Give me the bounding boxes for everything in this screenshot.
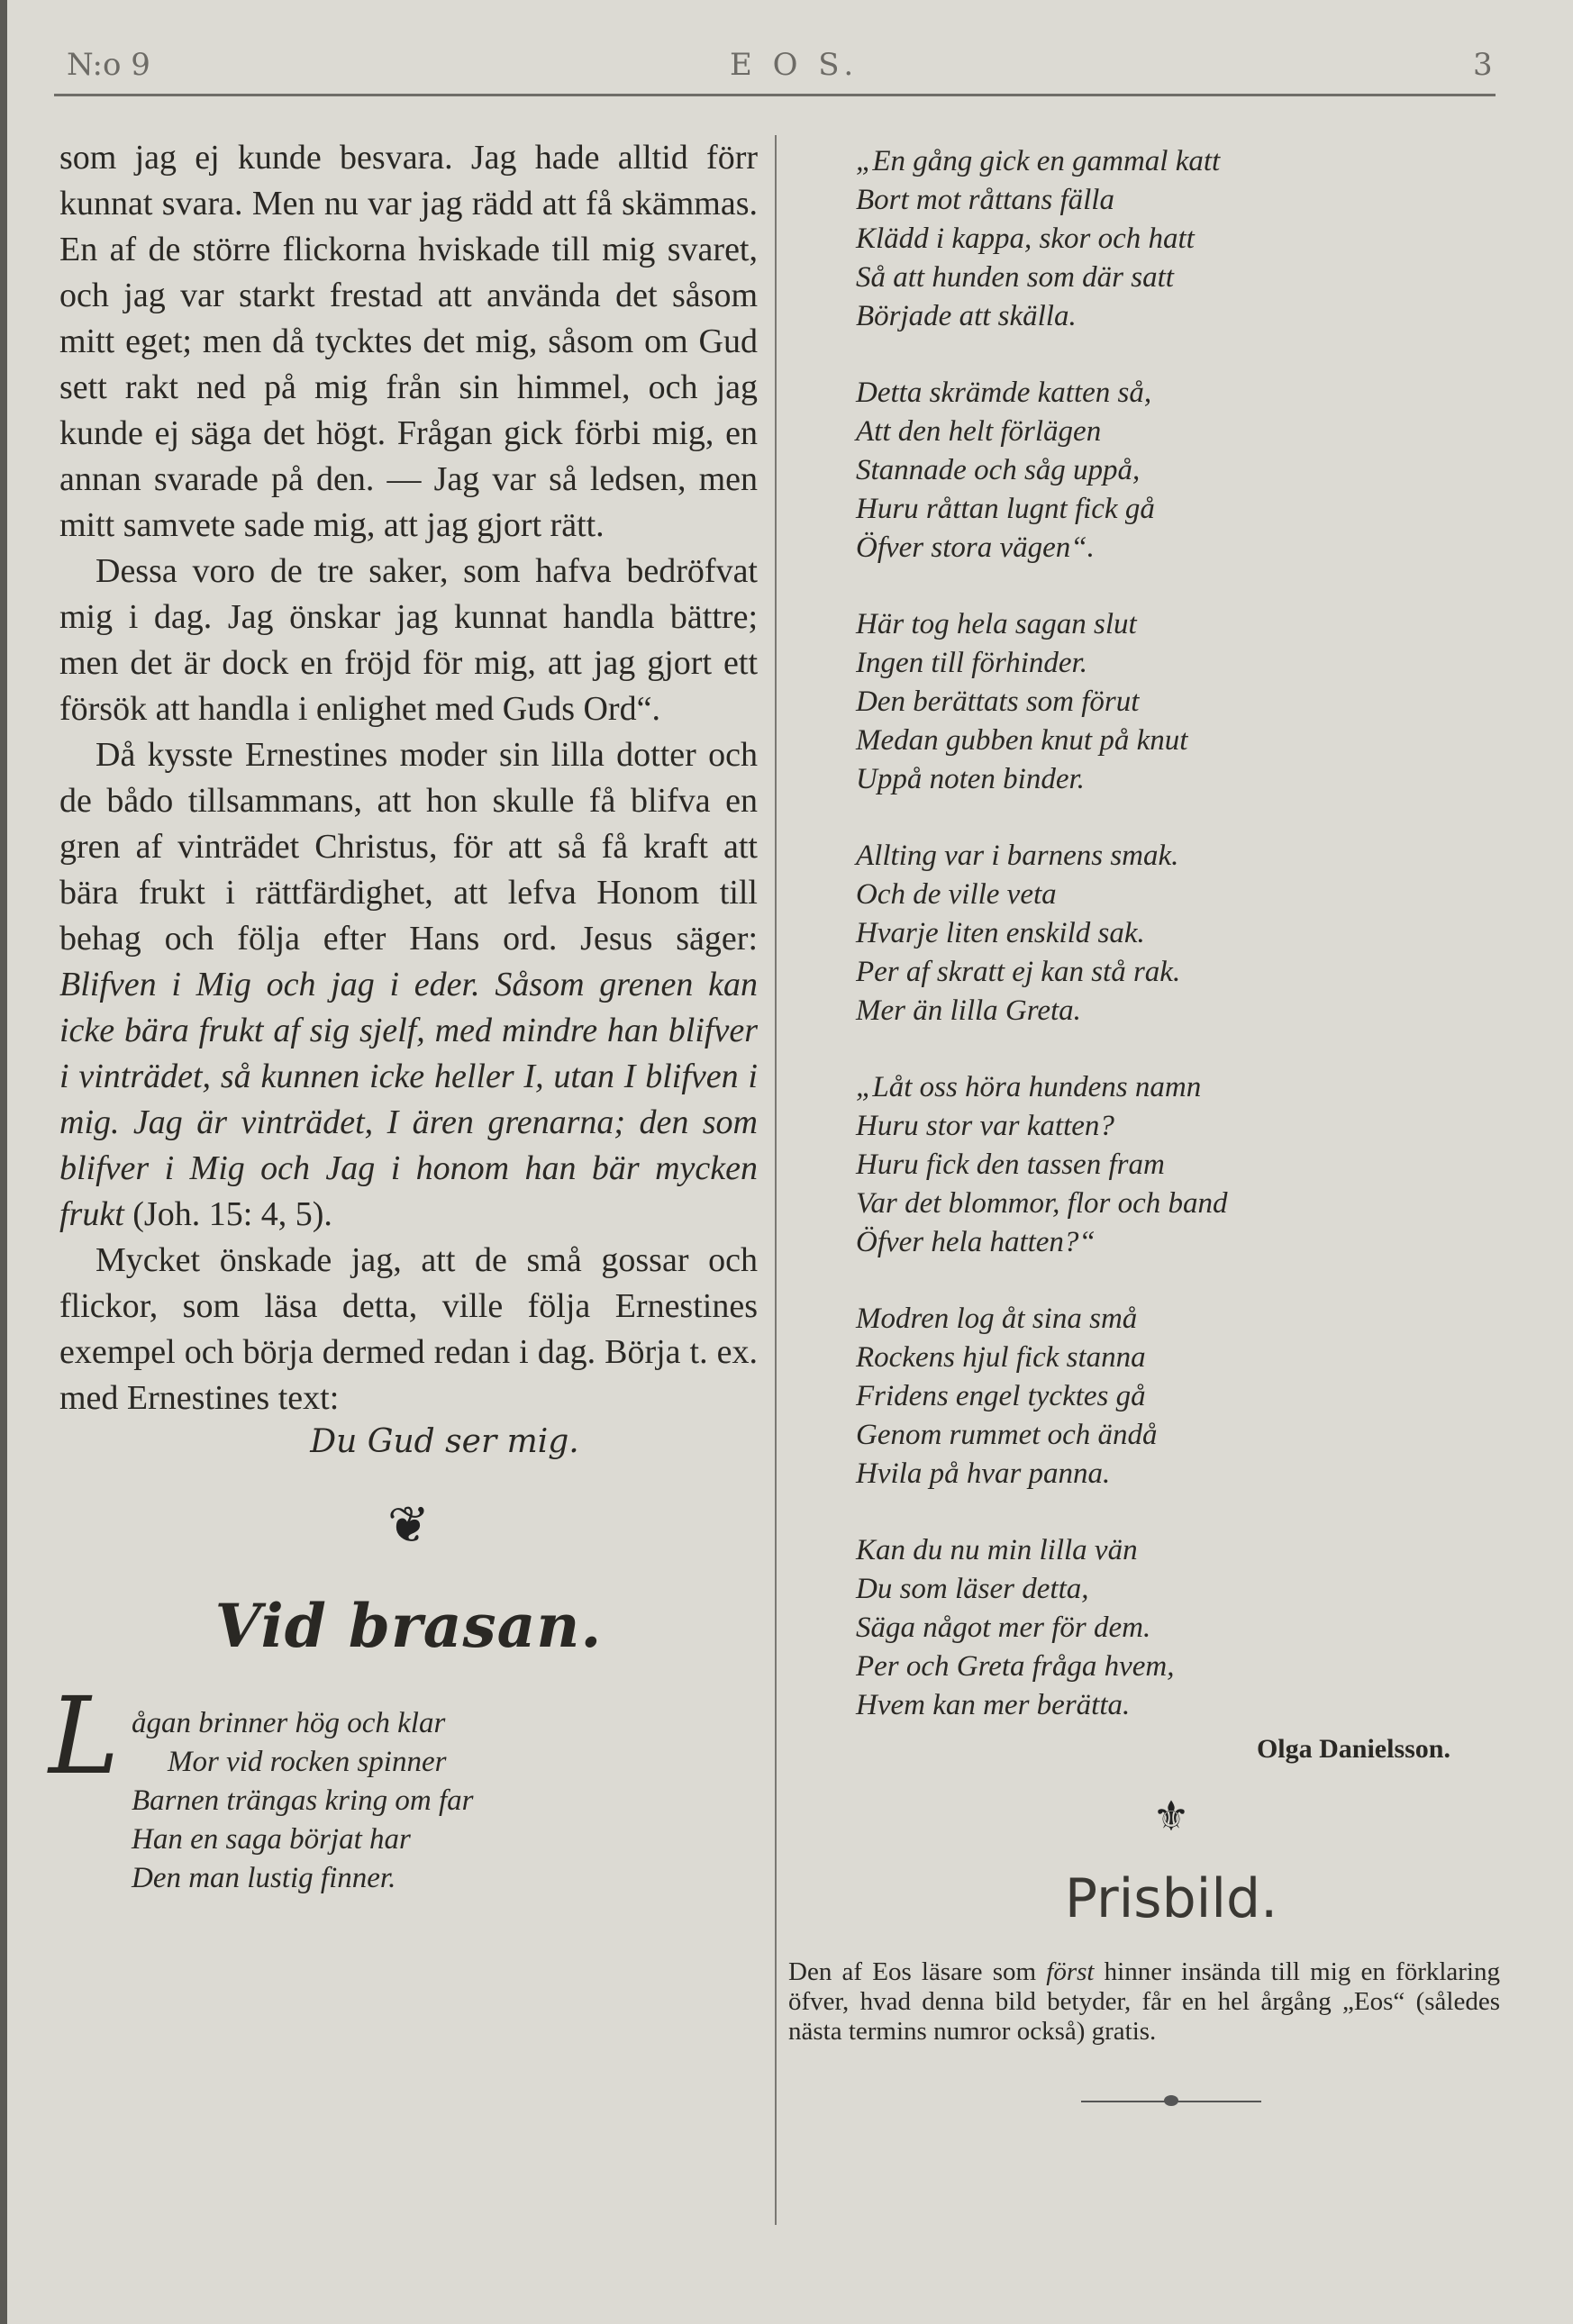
poem-line: Hvarje liten enskild sak. xyxy=(856,917,1145,949)
column-divider xyxy=(775,135,777,2225)
paragraph-3-text-a: Då kysste Ernestines moder sin lilla dotter och de bådo tillsammans, att hon skulle få blifva en gren af vinträdet Christus, för att så få kraft att bära frukt i rättfärdighet, att lefva Honom till behag och följa efter Hans ord. Jesus säger: xyxy=(59,736,758,958)
poem-line: Här tog hela sagan slut xyxy=(856,608,1137,640)
poem-line: Per af skratt ej kan stå rak. xyxy=(856,956,1181,988)
prize-text-a: Den af Eos läsare som xyxy=(788,1957,1047,1986)
right-column xyxy=(788,142,1500,2102)
prize-text-b: hinner insända till mig en förklaring öfver, hvad denna bild betyder, får en hel årgång „Eos“ (således nästa termins numror också) gratis. xyxy=(788,1957,1500,2046)
poem-author: Olga Danielsson. xyxy=(1256,1734,1450,1764)
stanza xyxy=(856,837,1487,1030)
poem-line: Stannade och såg uppå, xyxy=(856,454,1141,486)
prize-text xyxy=(788,1957,1500,2047)
flower-ornament-icon: ❦ xyxy=(387,1496,430,1555)
poem-line: Genom rummet och ändå xyxy=(856,1419,1158,1451)
poem-line: Var det blommor, flor och band xyxy=(856,1187,1228,1220)
left-column xyxy=(49,135,758,1898)
poem-line: Modren log åt sina små xyxy=(856,1303,1138,1335)
poem-line: Klädd i kappa, skor och hatt xyxy=(856,222,1195,255)
paragraph-1: som jag ej kunde besvara. Jag hade alltid förr kunnat svara. Men nu var jag rädd att få skämmas. En af de större flickorna hviskade till mig svaret, och jag var starkt frestad att använda det såsom mitt eget; men då tycktes det mig, såsom om Gud sett rakt ned på mig från sin himmel, och jag kunde ej säga det högt. Frågan gick förbi mig, en annan svarade på den. — Jag var så ledsen, men mitt samvete sade mig, att jag gjort rätt. xyxy=(59,139,758,544)
paragraph-3 xyxy=(59,732,758,1238)
poem-line: Huru stor var katten? xyxy=(856,1110,1114,1142)
end-ornament-rule xyxy=(1081,2101,1261,2102)
poem-line: Huru råttan lugnt fick gå xyxy=(856,493,1155,525)
poem-line: Hvila på hvar panna. xyxy=(856,1457,1111,1490)
poem-line: Den berättats som förut xyxy=(856,685,1140,718)
poem-line: Huru fick den tassen fram xyxy=(856,1148,1165,1181)
publication-title: E O S. xyxy=(730,47,859,83)
page-header xyxy=(54,47,1496,92)
poem-line: Mer än lilla Greta. xyxy=(856,994,1081,1027)
poem-continuation xyxy=(856,142,1487,1725)
poem-line: Den man lustig finner. xyxy=(132,1862,396,1894)
paragraph-2: Dessa voro de tre saker, som hafva bedröfvat mig i dag. Jag önskar jag kunnat handla bättre; men det är dock en fröjd för mig, att jag gjort ett försök att handla i enlighet med Guds Ord“. xyxy=(59,552,758,728)
poem-line: Kan du nu min lilla vän xyxy=(856,1534,1138,1566)
poem-vid-brasan xyxy=(49,1674,758,1898)
drop-cap: L xyxy=(49,1674,120,1798)
poem-line: Öfver hela hatten?“ xyxy=(856,1226,1096,1258)
poem-line: Fridens engel tycktes gå xyxy=(856,1380,1146,1412)
poem-line: Ingen till förhinder. xyxy=(856,647,1087,679)
scan-edge xyxy=(0,0,7,2324)
poem-line: Barnen trängas kring om far xyxy=(132,1784,474,1817)
poem-line: Hvem kan mer berätta. xyxy=(856,1689,1131,1721)
bible-quote: Blifven i Mig och jag i eder. Såsom grenen kan icke bära frukt af sig sjelf, med mindre han blifver i vinträdet, så kunnen icke heller I, utan I blifven i mig. Jag är vinträdet, I ären grenarna; den som blifver i Mig och Jag i honom han bär mycken frukt xyxy=(59,966,758,1233)
paragraph-4: Mycket önskade jag, att de små gossar och flickor, som läsa detta, ville följa Ernestines exempel och börja dermed redan i dag. Börja t. ex. med Ernestines text: xyxy=(59,1241,758,1417)
stanza xyxy=(856,1068,1487,1262)
prize-text-emphasis: först xyxy=(1046,1957,1095,1986)
poem-line: „Låt oss höra hundens namn xyxy=(856,1071,1202,1103)
poem-line: Mor vid rocken spinner xyxy=(168,1746,447,1778)
stanza xyxy=(856,1300,1487,1493)
stanza xyxy=(856,374,1487,567)
poem-line: Bort mot råttans fälla xyxy=(856,184,1114,216)
poem-line: Medan gubben knut på knut xyxy=(856,724,1188,757)
poem-line: „En gång gick en gammal katt xyxy=(856,145,1221,177)
poem-line: Du som läser detta, xyxy=(856,1573,1089,1605)
prize-title: Prisbild. xyxy=(1064,1867,1278,1930)
poem-line: Per och Greta fråga hvem, xyxy=(856,1650,1175,1683)
poem-line: Säga något mer för dem. xyxy=(856,1611,1151,1644)
poem-line: Så att hunden som där satt xyxy=(856,261,1174,294)
poem-line: Rockens hjul fick stanna xyxy=(856,1341,1146,1374)
paragraph-3-text-b: (Joh. 15: 4, 5). xyxy=(123,1195,332,1233)
poem-line: Han en saga börjat har xyxy=(132,1823,411,1856)
poem-line: Började att skälla. xyxy=(856,300,1077,332)
motto: Du Gud ser mig. xyxy=(310,1423,579,1460)
poem-line: Att den helt förlägen xyxy=(856,415,1102,448)
header-rule xyxy=(54,94,1496,96)
section-title: Vid brasan. xyxy=(214,1591,603,1661)
stanza xyxy=(856,605,1487,799)
fleur-ornament-icon: ⚜ xyxy=(1152,1792,1190,1840)
poem-line: Och de ville veta xyxy=(856,878,1057,911)
issue-number: N:o 9 xyxy=(67,47,150,83)
poem-line: Öfver stora vägen“. xyxy=(856,531,1095,564)
poem-line: Allting var i barnens smak. xyxy=(856,840,1179,872)
page-number: 3 xyxy=(1473,47,1493,83)
poem-line: Detta skrämde katten så, xyxy=(856,377,1152,409)
stanza xyxy=(856,1531,1487,1725)
poem-line: Uppå noten binder. xyxy=(856,763,1085,795)
stanza xyxy=(856,142,1487,336)
poem-line: ågan brinner hög och klar xyxy=(132,1707,446,1739)
